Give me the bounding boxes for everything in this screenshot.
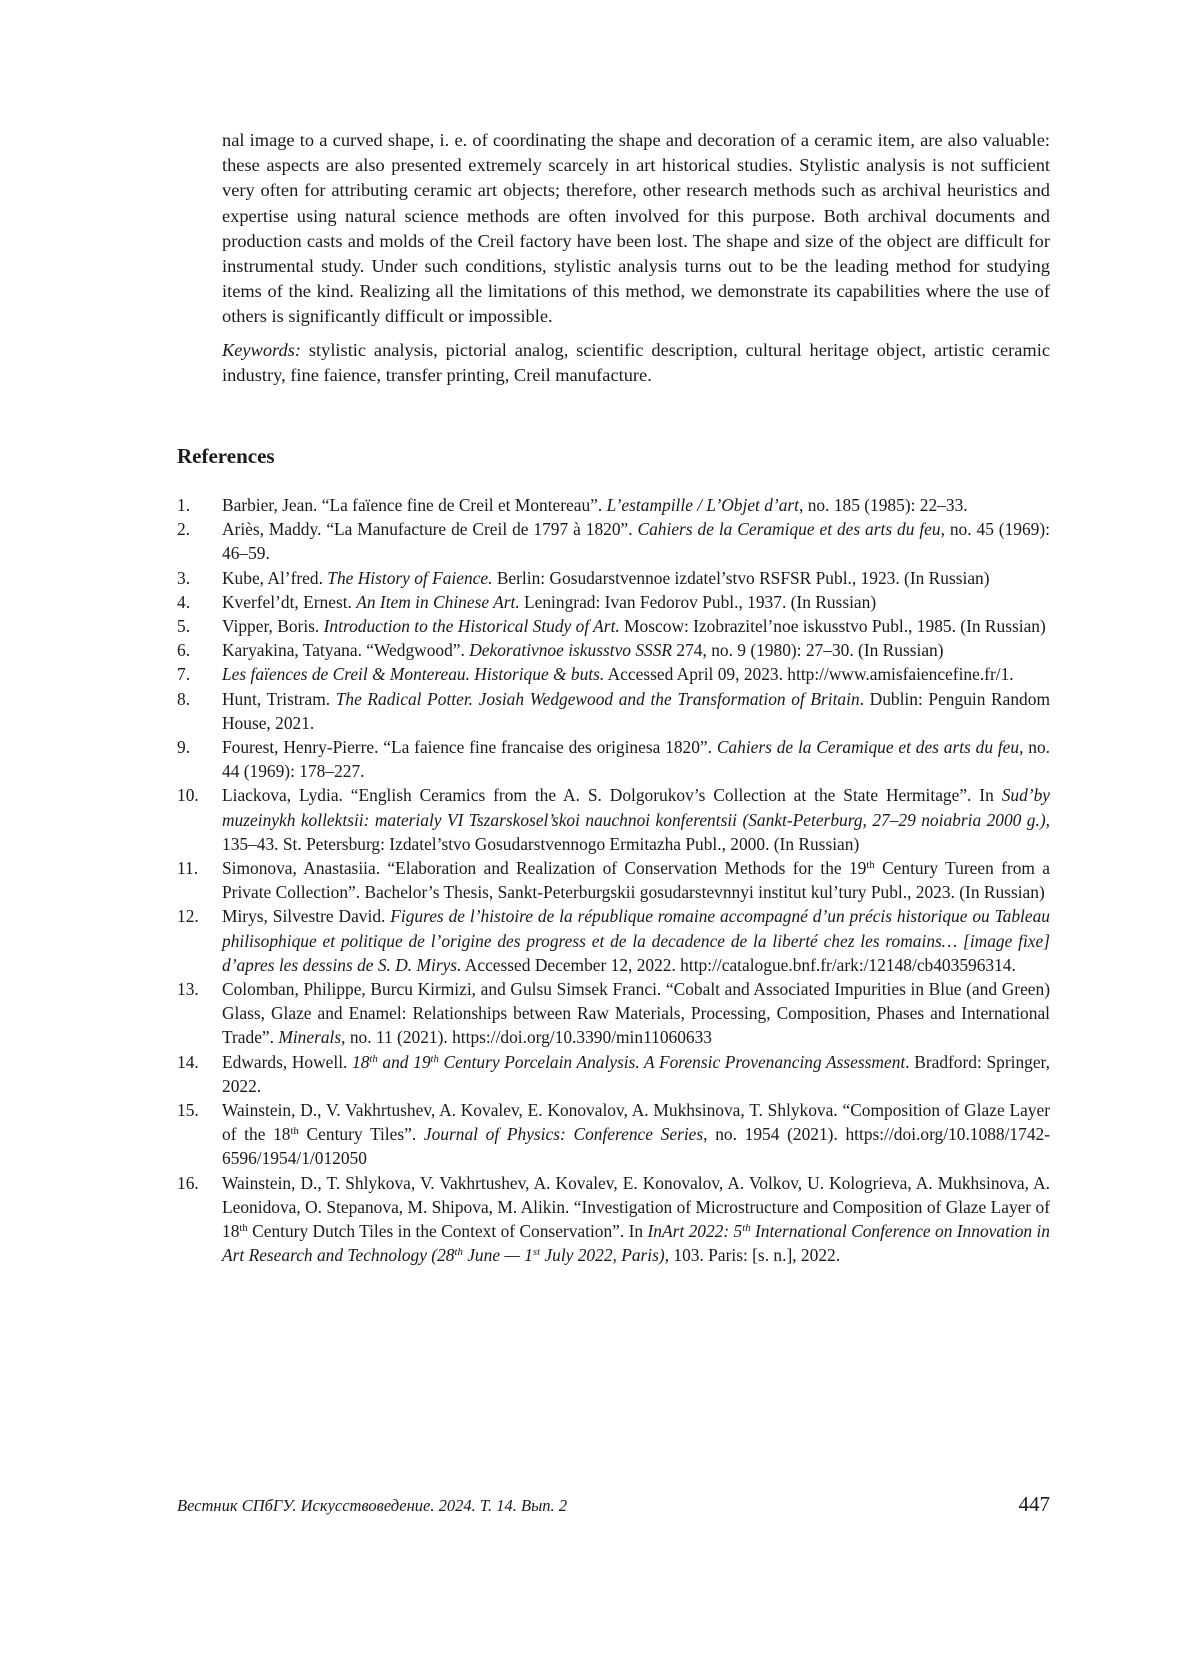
reference-number: 5. [177,616,191,637]
references-list [177,493,1050,1268]
reference-number: 10. [177,785,199,806]
reference-text-part: The History of Faience. [327,567,493,588]
reference-text-part: Dekorativnoe iskusstvo SSSR [469,640,673,661]
reference-text [222,687,1050,735]
reference-text-part: Leningrad: Ivan Fedorov Publ., 1937. (In Russian) [519,591,877,612]
reference-text-part: Hunt, Tristram. [222,688,336,709]
reference-number: 16. [177,1172,199,1193]
reference-number: 8. [177,688,191,709]
reference-text-part: Cahiers de la Ceramique et des arts du feu [716,737,1020,758]
keywords-text: stylistic analysis, pictorial analog, scientific description, cultural heritage object, artistic ceramic industry, fine faience, transfer printing, Creil manufacture. [222,339,1051,385]
reference-item [177,638,1050,662]
reference-item [177,1171,1050,1268]
reference-text-part: InArt 2022: 5 [647,1221,743,1242]
reference-text-part: Vipper, Boris. [222,616,324,637]
reference-text-part: Minerals [278,1027,342,1048]
reference-text-part: International Conference on Innovation in Art Research and Technology (28 [222,1221,1051,1266]
reference-text-part: An Item in Chinese Art. [356,591,520,612]
keywords-label: Keywords: [222,339,302,360]
reference-item [177,493,1050,517]
reference-text-part: , 135–43. St. Petersburg: Izdatel’stvo Gosudarstvennogo Ermitazha Publ., 2000. (In Russian) [222,809,1050,854]
reference-text-part: . Dublin: Penguin Random House, 2021. [222,688,1050,733]
reference-number: 13. [177,979,199,1000]
reference-text-part: Century Dutch Tiles in the Context of Conservation”. In [247,1221,648,1242]
journal-name: Вестник СПбГУ. Искусствоведение. 2024. Т. 14. Вып. 2 [177,1496,568,1515]
reference-item [177,1050,1050,1098]
reference-item [177,783,1050,856]
reference-text-part: Century Tureen from a Private Collection”. Bachelor’s Thesis, Sankt-Peterburgskii gosudarstevnnyi institut kul’tury Publ., 2023. (In Russian) [222,858,1050,903]
reference-number: 9. [177,737,191,758]
reference-text-part: Accessed December 12, 2022. http://catalogue.bnf.fr/ark:/12148/cb403596314. [461,954,1016,975]
page-number: 447 [1018,1492,1050,1516]
reference-text-part: July 2022, Paris) [540,1245,665,1266]
reference-text-part: Berlin: Gosudarstvennoe izdatel’stvo RSFSR Publ., 1923. (In Russian) [492,567,990,588]
reference-number: 11. [177,858,199,879]
reference-item [177,904,1050,977]
reference-number: 1. [177,495,191,515]
abstract-section [222,128,1050,388]
reference-text [222,614,1050,638]
abstract-text: nal image to a curved shape, i. e. of coordinating the shape and decoration of a ceramic item, are also valuable: these aspects are also presented extremely scarcely in art historical studies. Stylistic analysis is not sufficient very often for attributing ceramic art objects; therefore, other research methods such as archival heuristics and expertise using natural science methods are often involved for this purpose. Both archival documents and production casts and molds of the Creil factory have been lost. The shape and size of the object are difficult for instrumental study. Under such conditions, stylistic analysis turns out to be the leading method for studying items of the kind. Realizing all the limitations of this method, we demonstrate its capabilities where the use of others is significantly difficult or impossible. [222,130,1050,327]
reference-text-part: th [369,1052,378,1065]
reference-text-part: Edwards, Howell. [222,1051,353,1072]
reference-text-part: Figures de l’histoire de la république romaine accompagné d’un précis historique ou Tableau philisophique et politique de l’origine des progress et de la decadence de la liberté chez les romains… [image fixe] d’apres les dessins de S. D. Mirys. [222,906,1050,975]
reference-text-part: Mirys, Silvestre David. [222,906,391,927]
reference-number: 4. [177,591,191,612]
reference-text [222,662,1050,686]
reference-text-part: The Radical Potter. Josiah Wedgewood and the Transformation of Britain [335,688,860,709]
reference-text-part: , no. 185 (1985): 22–33. [799,495,968,515]
reference-text-part: 274, no. 9 (1980): 27–30. (In Russian) [672,640,944,661]
reference-text [222,856,1050,904]
reference-number: 7. [177,664,191,685]
reference-item [177,1098,1050,1171]
reference-text-part: and 19 [377,1051,431,1072]
reference-text [222,783,1050,856]
reference-number: 6. [177,640,191,661]
reference-text [222,517,1050,565]
reference-text [222,904,1050,977]
reference-text-part: Moscow: Izobrazitel’noe iskusstvo Publ., 1985. (In Russian) [619,616,1046,637]
reference-text-part: Wainstein, D., V. Vakhrtushev, A. Kovalev, E. Konovalov, A. Mukhsinova, T. Shlykova. “Composition of Glaze Layer of the 18 [222,1100,1050,1145]
reference-text-part: . Bradford: Springer, 2022. [222,1051,1050,1096]
reference-item [177,662,1050,686]
reference-text [222,590,1050,614]
reference-text-part: , 103. Paris: [s. n.], 2022. [664,1245,841,1266]
page-footer [177,1492,1050,1517]
reference-text-part: th [430,1052,439,1065]
reference-text [222,735,1050,783]
reference-text [222,566,1050,590]
reference-text [222,977,1050,1050]
reference-text-part: Les faïences de Creil & Montereau. Historique & buts. [222,664,605,685]
reference-text-part: Barbier, Jean. “La faïence fine de Creil et Montereau”. [222,495,607,515]
reference-text [222,638,1050,662]
reference-text-part: Kube, Al’fred. [222,567,328,588]
reference-item [177,687,1050,735]
reference-item [177,517,1050,565]
reference-item [177,590,1050,614]
reference-text-part: Fourest, Henry-Pierre. “La faience fine francaise des originesa 1820”. [222,737,717,758]
reference-text-part: Colomban, Philippe, Burcu Kirmizi, and Gulsu Simsek Franci. “Cobalt and Associated Impurities in Blue (and Green) Glass, Glaze and Enamel: Relationships between Raw Materials, Processing, Composition, Phases and International Trade”. [222,979,1050,1048]
reference-item [177,566,1050,590]
reference-text-part: Kverfel’dt, Ernest. [222,591,357,612]
reference-text-part: Simonova, Anastasiia. “Elaboration and Realization of Conservation Methods for the 19 [222,858,867,879]
reference-text-part: Cahiers de la Ceramique et des arts du feu [637,519,941,540]
reference-text-part: Sud’by muzeinykh kollektsii: materialy VI Tszarskosel’skoi nauchnoi konferentsii (Sankt-Peterburg, 27–29 noiabria 2000 g.) [222,785,1050,830]
reference-text-part: Ariès, Maddy. “La Manufacture de Creil de 1797 à 1820”. [222,519,638,540]
reference-text-part: Introduction to the Historical Study of Art. [323,616,620,637]
reference-text [222,493,1050,517]
reference-text-part: , no. 11 (2021). https://doi.org/10.3390/min11060633 [341,1027,712,1048]
reference-number: 12. [177,906,199,927]
reference-text-part: th [454,1246,463,1259]
reference-text-part: Century Tiles”. [298,1124,424,1145]
reference-text-part: Journal of Physics: Conference Series [423,1124,704,1145]
reference-text [222,1098,1050,1171]
reference-text [222,1050,1050,1098]
reference-item [177,856,1050,904]
reference-number: 2. [177,519,191,540]
reference-text [222,1171,1050,1268]
keywords-paragraph [222,338,1050,388]
reference-text-part: June — 1 [462,1245,533,1266]
references-heading: References [177,444,275,468]
reference-text-part: Karyakina, Tatyana. “Wedgwood”. [222,640,470,661]
reference-item [177,977,1050,1050]
reference-text-part: Liackova, Lydia. “English Ceramics from the A. S. Dolgorukov’s Collection at the State Hermitage”. In [222,785,1002,806]
reference-text-part: th [742,1222,751,1235]
reference-text-part: st [532,1246,541,1259]
reference-text-part: Accessed April 09, 2023. http://www.amisfaiencefine.fr/1. [604,664,1014,685]
reference-number: 15. [177,1100,199,1121]
reference-item [177,614,1050,638]
reference-text-part: Century Porcelain Analysis. A Forensic Provenancing Assessment [438,1051,906,1072]
reference-text-part: Wainstein, D., T. Shlykova, V. Vakhrtushev, A. Kovalev, E. Konovalov, A. Volkov, U. Kologrieva, A. Mukhsinova, A. Leonidova, O. Stepanova, M. Shipova, M. Alikin. “Investigation of Microstructure and Composition of Glaze Layer of 18 [222,1172,1050,1242]
reference-text-part: th [866,859,875,872]
reference-text-part: L’estampille / L’Objet d’art [606,495,800,515]
reference-text-part: , no. 45 (1969): 46–59. [222,519,1050,564]
reference-number: 3. [177,567,191,588]
reference-text-part: , no. 44 (1969): 178–227. [222,737,1051,782]
reference-item [177,735,1050,783]
reference-text-part: , no. 1954 (2021). https://doi.org/10.1088/1742-6596/1954/1/012050 [222,1124,1050,1169]
reference-text-part: th [239,1222,248,1235]
reference-text-part: th [290,1125,299,1138]
reference-number: 14. [177,1051,199,1072]
reference-text-part: 18 [352,1051,370,1072]
